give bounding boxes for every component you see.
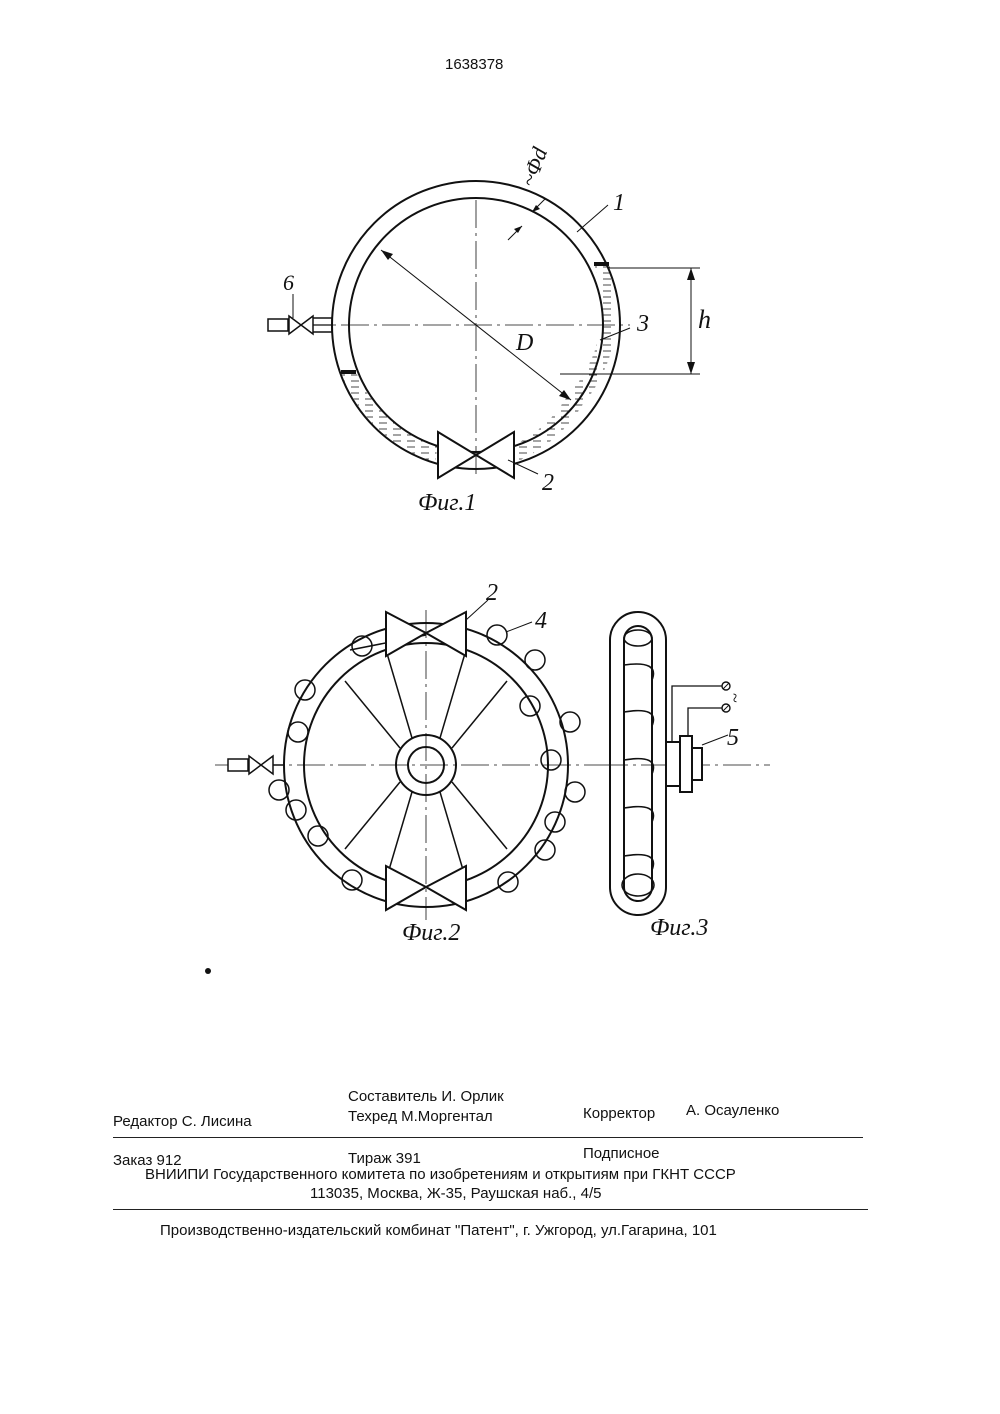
fig1-label-6: 6 xyxy=(283,270,294,295)
fig1-label-2: 2 xyxy=(542,470,554,496)
organization: ВНИИПИ Государственного комитета по изобретениям и открытиям при ГКНТ СССР xyxy=(145,1166,736,1183)
figure-2 xyxy=(215,600,600,920)
compiler: Составитель И. Орлик xyxy=(348,1088,504,1105)
fig1-label-D: D xyxy=(516,330,534,356)
liquid-right xyxy=(568,264,617,404)
fig1-label-h: h xyxy=(698,305,711,334)
fig3-label-5: 5 xyxy=(727,725,739,751)
fig1-label-1: 1 xyxy=(613,190,625,216)
order: Заказ 912 xyxy=(113,1152,182,1169)
device-5 xyxy=(666,742,680,786)
circulation: Тираж 391 xyxy=(348,1150,421,1167)
fig1-label-phi-d: ~Φd xyxy=(515,143,553,190)
fig1-caption: Фиг.1 xyxy=(418,490,477,516)
fig2-caption: Фиг.2 xyxy=(402,920,461,946)
fig2-label-2: 2 xyxy=(486,580,498,606)
valve-6 xyxy=(289,316,313,334)
address: 113035, Москва, Ж-35, Раушская наб., 4/5 xyxy=(310,1185,602,1202)
corrector-label: Корректор xyxy=(583,1105,656,1122)
fig1-label-3: 3 xyxy=(637,311,649,337)
fig3-label-tilde: ~ xyxy=(725,693,745,703)
rule-top xyxy=(113,1137,863,1138)
subscription: Подписное xyxy=(583,1145,660,1162)
editor: Редактор С. Лисина xyxy=(113,1113,252,1130)
publisher: Производственно-издательский комбинат "Патент", г. Ужгород, ул.Гагарина, 101 xyxy=(160,1222,717,1239)
fig3-caption: Фиг.3 xyxy=(650,915,709,941)
fig2-label-4: 4 xyxy=(535,608,547,634)
figure-1 xyxy=(268,181,700,478)
ring3-outer xyxy=(610,612,666,915)
figure-3 xyxy=(600,612,770,915)
patent-number: 1638378 xyxy=(445,56,504,73)
techred: Техред М.Моргентал xyxy=(348,1108,493,1125)
stray-dot xyxy=(205,968,211,974)
corrector-name: А. Осауленко xyxy=(686,1102,780,1119)
rule-bottom xyxy=(113,1209,868,1210)
